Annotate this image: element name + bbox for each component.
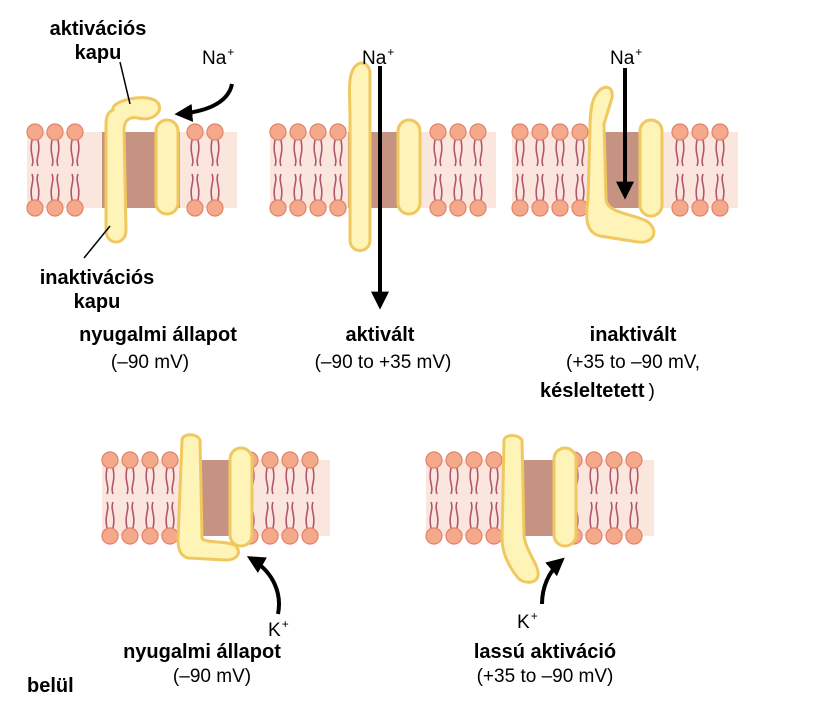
inactivation-gate-label-line1: inaktivációs <box>39 267 155 289</box>
lipid-head <box>122 528 138 544</box>
ion-charge: + <box>387 45 395 59</box>
lipid-head <box>282 528 298 544</box>
lipid-head <box>470 124 486 140</box>
lipid-head <box>67 200 83 216</box>
lipid-head <box>262 528 278 544</box>
ion-charge: + <box>281 617 289 631</box>
na-ion-label-resting <box>202 45 234 70</box>
lipid-head <box>187 200 203 216</box>
na-state-title-resting: nyugalmi állapot <box>79 324 237 346</box>
activation-gate-label <box>50 17 147 65</box>
delayed-closing-paren: ) <box>648 381 655 402</box>
lipid-head <box>606 528 622 544</box>
activation-gate-leader <box>120 62 130 104</box>
na-membrane-activated <box>270 124 496 216</box>
na-entry-curved-arrow <box>178 84 232 114</box>
lipid-head <box>486 452 502 468</box>
lipid-head <box>466 452 482 468</box>
k-membrane-slow <box>426 452 654 544</box>
lipid-head <box>310 200 326 216</box>
na-ion-label-inactivated <box>610 45 642 70</box>
channel-wall-right <box>156 120 178 214</box>
lipid-head <box>606 452 622 468</box>
lipid-head <box>142 528 158 544</box>
lipid-head <box>330 200 346 216</box>
ion-charge: + <box>530 609 538 623</box>
lipid-head <box>27 124 43 140</box>
ion-symbol: Na <box>202 48 227 69</box>
lipid-head <box>672 200 688 216</box>
lipid-head <box>446 452 462 468</box>
lipid-head <box>430 200 446 216</box>
lipid-head <box>692 200 708 216</box>
k-channel-wall-right <box>554 448 576 546</box>
lipid-head <box>47 200 63 216</box>
na-state-voltage-inactivated-line2 <box>540 380 655 403</box>
inactivation-gate-leader <box>84 226 110 258</box>
na-state-voltage-inactivated: (+35 to –90 mV, <box>566 352 700 373</box>
lipid-head <box>672 124 688 140</box>
k-state-title-slow: lassú aktiváció <box>473 641 617 663</box>
lipid-head <box>290 200 306 216</box>
activation-gate-label-line2: kapu <box>74 42 122 64</box>
inactivation-gate-label-line2: kapu <box>73 291 121 313</box>
lipid-head <box>466 528 482 544</box>
lipid-head <box>446 528 462 544</box>
lipid-head <box>512 200 528 216</box>
lipid-head <box>207 200 223 216</box>
lipid-head <box>47 124 63 140</box>
activation-gate-label-line1: aktivációs <box>49 18 147 40</box>
lipid-head <box>552 124 568 140</box>
inside-label: belül <box>27 675 74 697</box>
na-membrane-resting <box>27 124 237 216</box>
lipid-head <box>270 124 286 140</box>
lipid-head <box>532 124 548 140</box>
lipid-head <box>162 452 178 468</box>
lipid-head <box>586 528 602 544</box>
lipid-head <box>330 124 346 140</box>
k-state-title-resting: nyugalmi állapot <box>123 641 281 663</box>
lipid-head <box>27 200 43 216</box>
lipid-head <box>586 452 602 468</box>
lipid-head <box>486 528 502 544</box>
ion-symbol: K <box>268 620 281 641</box>
lipid-head <box>626 452 642 468</box>
lipid-head <box>302 452 318 468</box>
channel-wall-right <box>398 120 420 214</box>
lipid-head <box>552 200 568 216</box>
lipid-head <box>142 452 158 468</box>
na-ion-label-activated <box>362 45 394 70</box>
lipid-head <box>102 452 118 468</box>
lipid-head <box>67 124 83 140</box>
k-state-voltage-resting: (–90 mV) <box>172 666 252 687</box>
k-membrane-resting <box>102 452 330 544</box>
lipid-head <box>162 528 178 544</box>
ion-symbol: Na <box>362 48 387 69</box>
channel-wall-right <box>640 120 662 216</box>
lipid-head <box>426 528 442 544</box>
k-ion-label-slow <box>517 609 538 634</box>
lipid-head <box>470 200 486 216</box>
na-state-voltage-resting: (–90 mV) <box>110 352 190 373</box>
lipid-head <box>207 124 223 140</box>
lipid-head <box>532 200 548 216</box>
inactivation-gate-label <box>40 266 155 314</box>
lipid-head <box>626 528 642 544</box>
lipid-head <box>187 124 203 140</box>
lipid-head <box>450 124 466 140</box>
lipid-head <box>450 200 466 216</box>
lipid-head <box>712 200 728 216</box>
lipid-head <box>290 124 306 140</box>
ion-charge: + <box>227 45 235 59</box>
lipid-head <box>430 124 446 140</box>
lipid-head <box>310 124 326 140</box>
k-channel-wall-right <box>230 448 252 546</box>
ion-symbol: K <box>517 612 530 633</box>
lipid-head <box>302 528 318 544</box>
ion-charge: + <box>635 45 643 59</box>
k-state-voltage-slow: (+35 to –90 mV) <box>476 666 614 687</box>
na-state-voltage-activated: (–90 to +35 mV) <box>314 352 452 373</box>
na-state-title-inactivated: inaktivált <box>589 324 677 346</box>
channel-wall-left <box>350 63 371 251</box>
lipid-head <box>102 528 118 544</box>
lipid-head <box>282 452 298 468</box>
k-curved-arrow-resting <box>250 558 279 614</box>
delayed-label: késleltetett <box>540 380 645 402</box>
lipid-head <box>572 124 588 140</box>
lipid-head <box>512 124 528 140</box>
lipid-head <box>122 452 138 468</box>
na-state-title-activated: aktivált <box>345 324 415 346</box>
k-ion-label-resting <box>268 617 289 642</box>
lipid-head <box>262 452 278 468</box>
lipid-head <box>426 452 442 468</box>
k-curved-arrow-slow <box>542 560 562 604</box>
ion-symbol: Na <box>610 48 635 69</box>
lipid-head <box>692 124 708 140</box>
lipid-head <box>270 200 286 216</box>
lipid-head <box>712 124 728 140</box>
